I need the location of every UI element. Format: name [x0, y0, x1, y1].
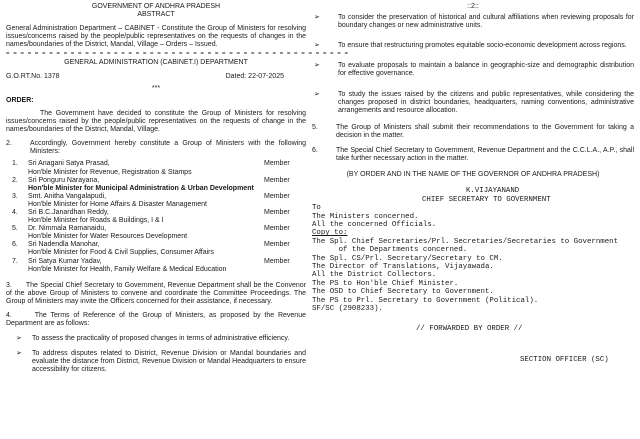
minister-role: Member: [264, 257, 290, 265]
go-number-row: [6, 73, 306, 81]
copy-to-label: Copy to:: [312, 229, 348, 238]
term-item: ➢ To ensure that restructuring promotes equitable socio-economic development across regions.: [314, 42, 627, 50]
go-number: G.O.RT.No. 1378: [6, 72, 60, 80]
signatory-title: CHIEF SECRETARY TO GOVERNMENT: [422, 195, 551, 204]
term-item: ➢ To study the issues raised by the citizens and public representatives, while considering the changes proposed in district boundaries, headquarters, naming conventions, administrative arrangements and resource allocation.: [314, 90, 634, 114]
para-2-text: Accordingly, Government hereby constitute a Group of Ministers with the following Ministers:: [30, 140, 306, 156]
para-6-number: 6.: [312, 147, 318, 155]
minister-portfolio: Hon'ble Minister for Revenue, Registration & Stamps: [28, 168, 192, 176]
copy-line: The Director of Translations, Vijayawada.: [312, 262, 494, 271]
term-item: ➢ To evaluate proposals to maintain a balance in geographic-size and demographic distribution for effective governance.: [314, 62, 634, 78]
para-3-text: The Special Chief Secretary to Government, Revenue Department shall be the Convenor of the above Group of Ministers to convene and coordinate the Committee Proceedings. The Group of Ministers may invite the Officers concerned for their assistance, if necessary.: [6, 281, 307, 305]
minister-name: Sri Anagani Satya Prasad,: [28, 160, 110, 168]
minister-item: 7. Sri Satya Kumar Yadav, Hon'ble Minister for Health, Family Welfare & Medical Education Member: [6, 258, 306, 274]
order-heading: ORDER:: [6, 96, 34, 104]
separator-rule: = = = = = = = = = = = = = = = = = = = = = = = = = = = = = = = = = = = = = = = = = = = = = = = =: [6, 50, 349, 58]
para-4-number: 4.: [6, 312, 12, 319]
copy-line: The PS to Prl. Secretary to Government (Political).: [312, 296, 539, 305]
minister-name: Sri Satya Kumar Yadav,: [28, 257, 102, 265]
minister-name: Sri Ponguru Narayana,: [28, 176, 100, 184]
page-2: [312, 0, 634, 439]
para-4: [6, 312, 306, 328]
para-3-number: 3.: [6, 281, 12, 289]
minister-role: Member: [264, 192, 290, 200]
bullet-icon: ➢: [16, 335, 22, 343]
minister-name: Sri Nadendla Manohar,: [28, 241, 100, 249]
term-item: ➢ To address disputes related to District, Revenue Division or Mandal boundaries and evaluate the distance from District, Revenue Division or Mandal Headquarters to ensure accessibility for citizens.: [6, 350, 306, 374]
bullet-icon: ➢: [16, 350, 22, 358]
minister-role: Member: [264, 225, 290, 233]
ministers-list: [6, 160, 306, 273]
minister-portfolio: Hon'ble Minister for Water Resources Development: [28, 233, 188, 241]
abstract-label: ABSTRACT: [137, 11, 175, 19]
para-1: The Government have decided to constitute the Group of Ministers for resolving issues/concerns raised by the people/public representatives on the requests of change in the names/boundaries of the District, Mandal, Village.: [6, 109, 306, 134]
minister-name: Smt. Anitha Vangalapudi,: [28, 192, 107, 200]
copy-line: of the Departments concerned.: [312, 246, 468, 255]
para-5-number: 5.: [312, 123, 318, 131]
bullet-icon: ➢: [314, 14, 320, 22]
minister-portfolio: Hon'ble Minister for Home Affairs & Disaster Management: [28, 200, 208, 208]
copy-line: The Spl. Chief Secretaries/Prl. Secretaries/Secretaries to Government: [312, 237, 619, 246]
govt-header: GOVERNMENT OF ANDHRA PRADESH: [91, 3, 221, 10]
forwarded-by-order: // FORWARDED BY ORDER //: [416, 325, 523, 334]
para-6-text: The Special Chief Secretary to Government, Revenue Department and the C.C.L.A., A.P., shall take further necessary action in the matter.: [336, 147, 634, 163]
minister-item: 6. Sri Nadendla Manohar, Hon'ble Minister for Food & Civil Supplies, Consumer Affairs Member: [6, 241, 306, 257]
bullet-icon: ➢: [314, 90, 320, 98]
to-line: All the concerned Officials.: [312, 220, 437, 229]
minister-name: Dr. Nimmala Ramanaidu,: [28, 225, 107, 233]
minister-item: 5. Dr. Nimmala Ramanaidu, Hon'ble Minister for Water Resources Development Member: [6, 225, 306, 241]
minister-portfolio: Hon'ble Minister for Food & Civil Supplies, Consumer Affairs: [28, 249, 215, 257]
by-order-line: (BY ORDER AND IN THE NAME OF THE GOVERNOR OF ANDHRA PRADESH): [346, 171, 600, 179]
para-2: [6, 140, 306, 156]
minister-item: 3. Smt. Anitha Vangalapudi, Hon'ble Minister for Home Affairs & Disaster Management Member: [6, 193, 306, 209]
stars-divider: ***: [151, 84, 161, 92]
copy-line: SF/SC (2908233).: [312, 305, 383, 313]
bullet-icon: ➢: [314, 42, 320, 50]
para-6: [312, 147, 634, 163]
bullet-icon: ➢: [314, 62, 320, 70]
signature-block: [312, 187, 634, 204]
para-2-number: 2.: [6, 140, 12, 148]
section-officer: SECTION OFFICER (SC): [520, 355, 609, 364]
minister-portfolio: Hon'ble Minister for Roads & Buildings, I & I: [28, 217, 164, 225]
para-4-text: The Terms of Reference of the Group of Ministers, as proposed by the Revenue Department are as follows:: [6, 312, 306, 328]
copy-line: The OSD to Chief Secretary to Government.: [312, 288, 494, 297]
minister-portfolio: Hon'ble Minister for Municipal Administration & Urban Development: [28, 184, 254, 192]
para-3: [6, 282, 306, 306]
term-item: ➢ To assess the practicality of proposed changes in terms of administrative efficiency.: [6, 335, 306, 343]
para-5: [312, 124, 634, 140]
copy-line: The Spl. CS/Prl. Secretary/Secretary to CM.: [312, 254, 503, 263]
minister-item: 2. Sri Ponguru Narayana, Hon'ble Minister for Municipal Administration & Urban Development Member: [6, 177, 306, 193]
minister-role: Member: [264, 160, 290, 168]
to-label: To: [312, 204, 321, 213]
page-number: ::2::: [467, 3, 479, 10]
copy-line: The PS to Hon'ble Chief Minister.: [312, 279, 459, 288]
minister-role: Member: [264, 208, 290, 216]
signatory-name: K.VIJAYANAND: [466, 187, 520, 196]
term-item: ➢ To consider the preservation of historical and cultural affiliations when reviewing proposals for boundary changes or new administrative units.: [314, 14, 634, 30]
to-line: The Ministers concerned.: [312, 212, 419, 221]
copy-line: All the District Collectors.: [312, 271, 437, 280]
minister-portfolio: Hon'ble Minister for Health, Family Welfare & Medical Education: [28, 265, 227, 273]
go-date: Dated: 22-07-2025: [225, 72, 284, 80]
minister-name: Sri B.C.Janardhan Reddy,: [28, 208, 109, 216]
minister-item: 1. Sri Anagani Satya Prasad, Hon'ble Minister for Revenue, Registration & Stamps Member: [6, 160, 306, 176]
department-line: GENERAL ADMINISTRATION (CABINET.I) DEPARTMENT: [64, 58, 248, 66]
para-5-text: The Group of Ministers shall submit their recommendations to the Government for taking a decision in the matter.: [336, 123, 634, 139]
minister-role: Member: [264, 241, 290, 249]
subject-text: General Administration Department – CABINET - Constitute the Group of Ministers for resolving issues/concerns raised by the people/public representatives on the requests of changes in the names/boundaries of the District, Mandal, Village – Orders – Issued.: [6, 25, 306, 49]
minister-role: Member: [264, 176, 290, 184]
minister-item: 4. Sri B.C.Janardhan Reddy, Hon'ble Minister for Roads & Buildings, I & I Member: [6, 209, 306, 225]
distribution-block: [312, 204, 634, 364]
